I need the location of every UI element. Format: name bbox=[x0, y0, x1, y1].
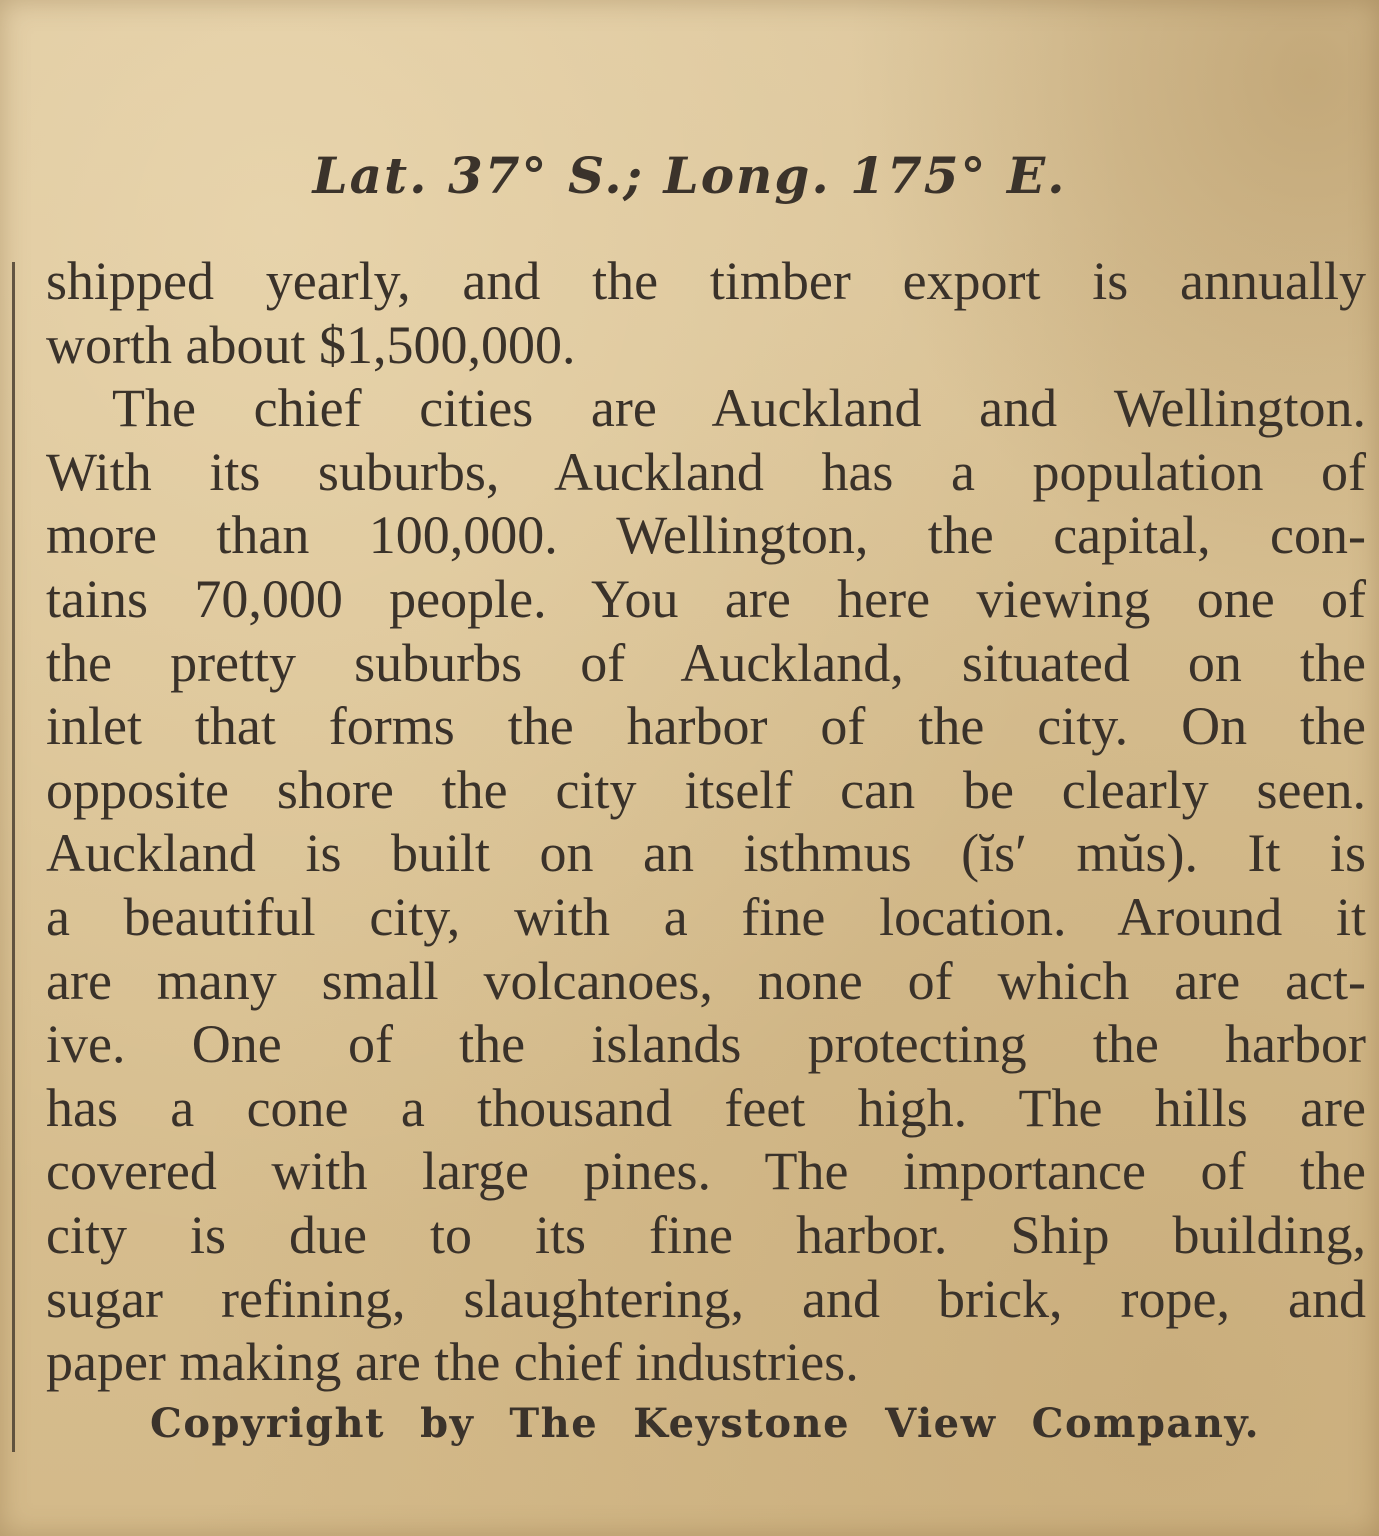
text-line: city is due to its fine harbor. Ship building, bbox=[46, 1204, 1366, 1265]
text-line: are many small volcanoes, none of which are act- bbox=[46, 950, 1366, 1011]
description-text bbox=[46, 250, 1366, 1395]
text-line: worth about $1,500,000. bbox=[46, 314, 576, 375]
text-line: tains 70,000 people. You are here viewing one of bbox=[46, 568, 1366, 629]
text-line: shipped yearly, and the timber export is annually bbox=[46, 251, 1366, 311]
text-line: With its suburbs, Auckland has a population of bbox=[46, 441, 1366, 502]
text-line: ive. One of the islands protecting the harbor bbox=[46, 1014, 1366, 1075]
text-line: more than 100,000. Wellington, the capital, con- bbox=[46, 505, 1366, 566]
copyright-line: Copyright by The Keystone View Company. bbox=[150, 1400, 1260, 1447]
text-line: covered with large pines. The importance of the bbox=[46, 1141, 1366, 1202]
text-line: a beautiful city, with a fine location. Around it bbox=[46, 886, 1366, 947]
text-line: The chief cities are Auckland and Wellington. bbox=[112, 378, 1366, 439]
text-line: the pretty suburbs of Auckland, situated on the bbox=[46, 632, 1366, 693]
coordinates-heading: Lat. 37° S.; Long. 175° E. bbox=[312, 146, 1067, 205]
text-line: inlet that forms the harbor of the city. On the bbox=[46, 696, 1366, 757]
margin-rule bbox=[12, 262, 15, 1452]
text-line: sugar refining, slaughtering, and brick, rope, and bbox=[46, 1268, 1366, 1329]
text-line: paper making are the chief industries. bbox=[46, 1332, 859, 1393]
text-line: has a cone a thousand feet high. The hills are bbox=[46, 1077, 1366, 1138]
text-line: Auckland is built on an isthmus (ĭs′ mŭs). It is bbox=[46, 823, 1366, 884]
text-line: opposite shore the city itself can be clearly seen. bbox=[46, 759, 1366, 820]
